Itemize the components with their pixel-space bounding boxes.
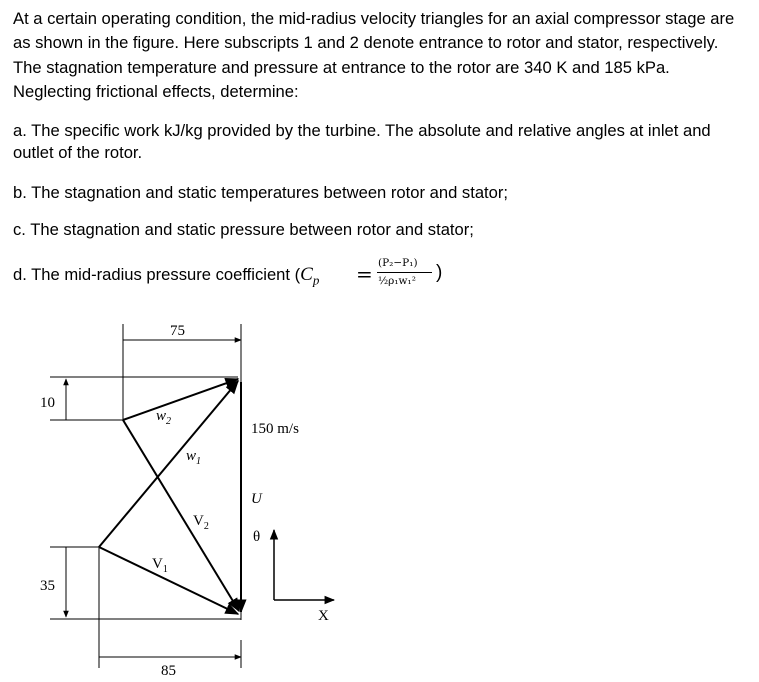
fraction-denominator: ½ρ₁w₁²: [378, 275, 416, 287]
question-c: c. The stagnation and static pressure between rotor and stator;: [13, 220, 474, 239]
x-axis-label: X: [318, 608, 329, 624]
w1-label: $w_1$: [186, 448, 202, 467]
cp-subscript: p: [312, 272, 320, 288]
w2-label: $w_2$: [156, 408, 172, 427]
theta-label: θ: [253, 529, 261, 545]
dim-left-bottom-label: 35: [40, 578, 55, 594]
v2-label: $V_2$: [193, 513, 209, 532]
v1-vector: [99, 381, 238, 547]
v1-label: $V_1$: [152, 556, 168, 575]
question-d-text: d. The mid-radius pressure coefficient (: [13, 265, 301, 284]
w2-vector: [123, 379, 238, 420]
cp-symbol: C: [300, 264, 313, 285]
dim-bottom-label: 85: [161, 663, 176, 679]
w1-vector: [99, 547, 238, 614]
problem-statement: At a certain operating condition, the mid-radius velocity triangles for an axial compressor stage are as shown in the figure. Here subscripts 1 and 2 denote entrance to rotor and stator, respectively. The stagnation temperature and pressure at entrance to the rotor are 340 K and 185 kPa. Neglecting frictional effects, determine:: [13, 9, 735, 101]
fraction-numerator: (P₂−P₁): [378, 257, 418, 269]
dim-left-top-label: 10: [40, 395, 55, 411]
dim-top-label: 75: [170, 323, 185, 339]
u-label: U: [251, 491, 262, 507]
equals-sign: =: [356, 262, 373, 286]
speed-label: 150 m/s: [251, 421, 299, 437]
closing-paren: ): [436, 262, 443, 283]
question-b: b. The stagnation and static temperatures between rotor and stator;: [13, 183, 509, 202]
question-a: a. The specific work kJ/kg provided by the turbine. The absolute and relative angles at inlet and outlet of the rotor.: [13, 121, 711, 162]
